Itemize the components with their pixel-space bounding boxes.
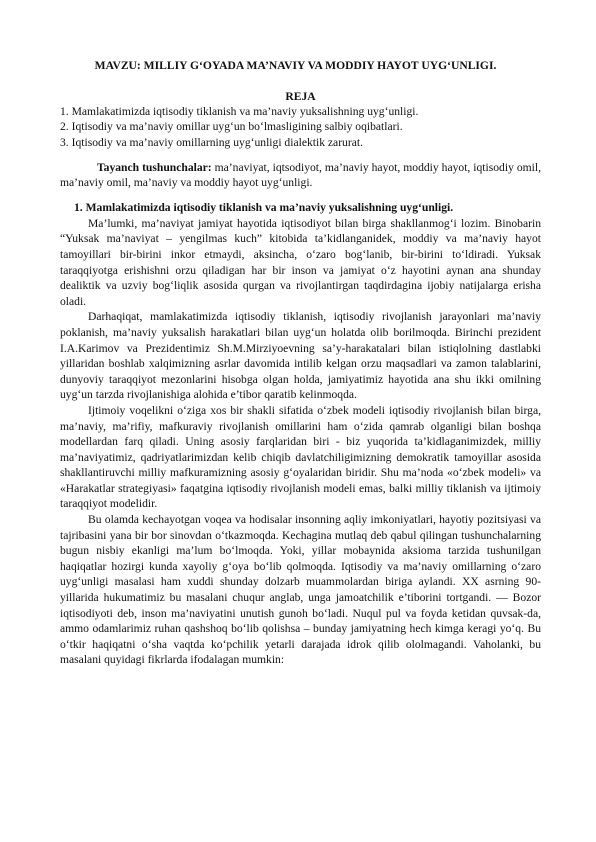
- section-heading: 1. Mamlakatimizda iqtisodiy tiklanish va ma’naviy yuksalishning uyg‘unligi.: [74, 201, 454, 215]
- key-concepts: [60, 160, 541, 191]
- plan-item: 1. Mamlakatimizda iqtisodiy tiklanish va ma’naviy yuksalishning uyg‘unligi.: [60, 105, 419, 118]
- body-paragraph: Bu olamda kechayotgan voqea va hodisalar insonning aqliy imkoniyatlari, hayotiy pozitsiyasi va tajribasini yana bir bor sinovdan o‘tkazmoqda. Kechagina mutlaq deb qabul qilingan tushunchalarning bugun nisbiy ekanligi ma’lum bo‘lmoqda. Yoki, yillar mobaynida aksioma tarzida tushunilgan haqiqatlar hozirgi kunda xayoliy g‘oya bo‘lib qolmoqda. Iqtisodiy va ma’naviy omillarning o‘zaro uyg‘unligi masalasi ham xuddi shunday dolzarb muammolardan biriga aylandi. XX asrning 90-yillarida hukumatimiz bu masalani chuqur anglab, unga jamoatchilik e’tiborini tortgandi. — Bozor iqtisodiyoti deb, inson ma’naviyatini unutish gunoh bo‘ladi. Nuqul pul va foyda ketidan quvsak-da, ammo odamlarimiz ruhan qashshoq bo‘lib qolishsa – bunday jamiyatning hech kimga keragi yo‘q. Bu o‘tkir haqiqatni o‘sha vaqtda ko‘pchilik yetarli darajada idrok qilib ololmagandi. Vaholanki, bu masalani quyidagi fikrlarda ifodalagan mumkin:: [60, 513, 541, 667]
- body-paragraph: Ijtimoiy voqelikni o‘ziga xos bir shakli sifatida o‘zbek modeli iqtisodiy rivojlanish bilan birga, ma’naviy, ma’rifiy, mafkuraviy rivojlanish omillarini ham o‘zida qamrab olganligi bilan boshqa modellardan farq qiladi. Uning asosiy farqlaridan biri - biz yuqorida ta’kidlaganimizdek, milliy ma’naviyatimiz, qadriyatlarimizdan kelib chiqib davlatchiligimizning demokratik tamoyillar asosida shakllantiruvchi milliy mafkuramizning asosiy g‘oyalaridan biridir. Shu ma’noda «o‘zbek modeli» va «Harakatlar strategiyasi» faqatgina iqtisodiy rivojlanish modeli emas, balki milliy tiklanish va ijtimoiy taraqqiyot modelidir.: [60, 403, 541, 511]
- plan-item: 3. Iqtisodiy va ma’naviy omillarning uyg‘unligi dialektik zarurat.: [60, 135, 363, 149]
- key-concepts-label: Tayanch tushunchalar:: [97, 160, 212, 174]
- plan-item: 2. Iqtisodiy va ma’naviy omillar uyg‘un bo‘lmasligining salbiy oqibatlari.: [60, 120, 403, 134]
- plan-list: [60, 104, 541, 150]
- body-paragraph: Ma’lumki, ma’naviyat jamiyat hayotida iqtisodiyot bilan birga shakllanmog‘i lozim. Binobarin “Yuksak ma’naviyat – yengilmas kuch” kitobida ta’kidlanganidek, moddiy va ma’naviy hayot tamoyillari bir-birini inkor etmaydi, aksincha, o‘zaro bog‘lanib, bir-birini to‘ldiradi. Yuksak taraqqiyotga erishishni orzu qiladigan har bir inson va jamiyat o‘z hayotini aynan ana shunday dealiktik va uzviy bog‘liqlik asosida qurgan va rivojlantirgan taqdirdagina ijobiy natijalarga erisha oladi.: [60, 216, 541, 308]
- body-paragraph: Darhaqiqat, mamlakatimizda iqtisodiy tiklanish, iqtisodiy rivojlanish jarayonlari ma’naviy poklanish, ma’naviy yuksalish harakatlari bilan uyg‘un holatda olib borilmoqda. Birinchi prezident I.A.Karimov va Prezidentimiz Sh.M.Mirziyoevning sa’y-harakatalari bilan istiqlolning dastlabki yillaridan boshlab xalqimizning asrlar davomida intilib kelgan orzu maqsadlari va zamon talablarini, dunyoviy taraqqiyot mezonlarini hisobga olgan holda, jamiyatimiz hayotida ana shu ikki omilning uyg‘un tarzda rivojlanishiga alohida e’tibor qaratib kelinmoqda.: [60, 310, 541, 402]
- document-title: MAVZU: MILLIY G‘OYADA MA’NAVIY VA MODDIY HAYOT UYG‘UNLIGI.: [94, 59, 497, 72]
- plan-heading: REJA: [285, 90, 316, 103]
- key-concepts-text: ma’naviyat, iqtsodiyot, ma’naviy hayot, moddiy hayot, iqtisodiy omil, ma’naviy omil, ma’naviy va moddiy hayot uyg‘unligi.: [60, 160, 541, 190]
